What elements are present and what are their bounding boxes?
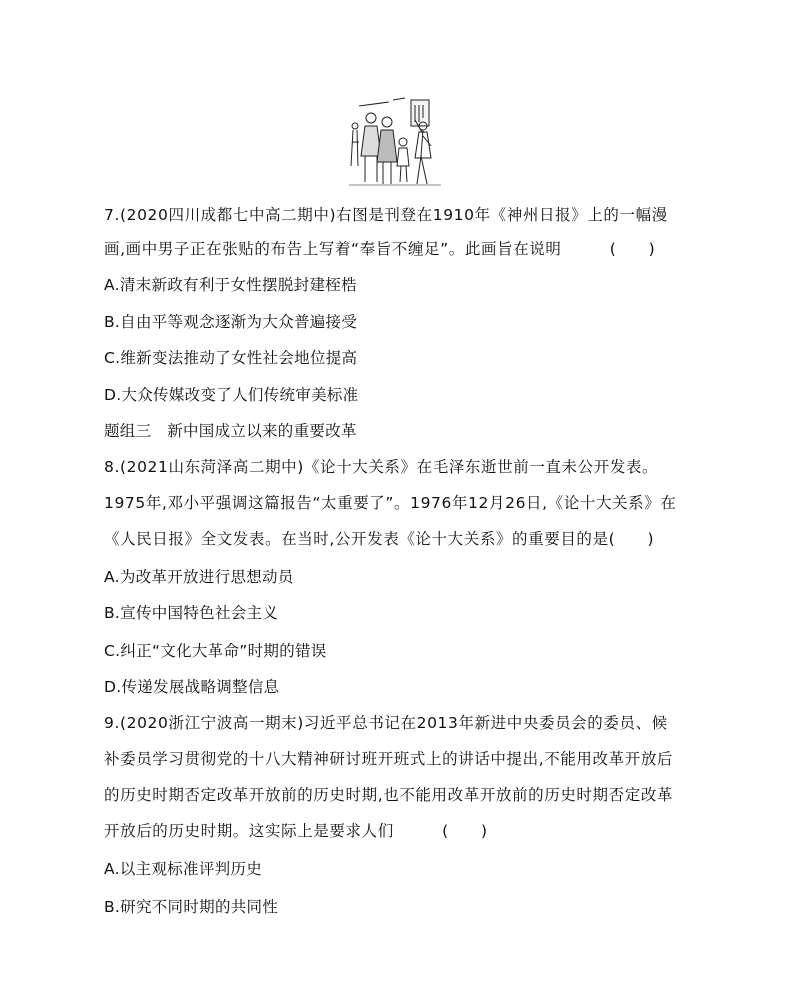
option-9a: A.以主观标准评判历史 [104, 860, 263, 878]
option-8c: C.纠正“文化大革命”时期的错误 [104, 642, 327, 660]
question-7-line-1: 7.(2020四川成都七中高二期中)右图是刊登在1910年《神州日报》上的一幅漫 [104, 206, 668, 224]
cartoon-illustration [349, 96, 441, 188]
option-9b: B.研究不同时期的共同性 [104, 898, 279, 916]
option-7a: A.清末新政有利于女性摆脱封建桎梏 [104, 276, 357, 294]
question-9-line-4: 开放后的历史时期。这实际上是要求人们 ( ) [104, 822, 488, 840]
option-7d: D.大众传媒改变了人们传统审美标准 [104, 386, 359, 404]
question-8-line-2: 1975年,邓小平强调这篇报告“太重要了”。1976年12月26日,《论十大关系》在 [104, 494, 677, 512]
question-9-line-1: 9.(2020浙江宁波高一期末)习近平总书记在2013年新进中央委员会的委员、候 [104, 714, 668, 732]
question-7-line-2: 画,画中男子正在张贴的布告上写着“奉旨不缠足”。此画旨在说明 ( ) [104, 240, 656, 258]
option-7b: B.自由平等观念逐渐为大众普遍接受 [104, 313, 358, 331]
option-8a: A.为改革开放进行思想动员 [104, 568, 294, 586]
question-9-line-2: 补委员学习贯彻党的十八大精神研讨班开班式上的讲话中提出,不能用改革开放后 [104, 750, 674, 768]
question-8-line-3: 《人民日报》全文发表。在当时,公开发表《论十大关系》的重要目的是( ) [104, 530, 655, 548]
option-8b: B.宣传中国特色社会主义 [104, 604, 279, 622]
section-title: 题组三 新中国成立以来的重要改革 [104, 422, 357, 440]
question-8-line-1: 8.(2021山东菏泽高二期中)《论十大关系》在毛泽东逝世前一直未公开发表。 [104, 458, 659, 476]
question-9-line-3: 的历史时期否定改革开放前的历史时期,也不能用改革开放前的历史时期否定改革 [104, 786, 674, 804]
option-7c: C.维新变法推动了女性社会地位提高 [104, 349, 358, 367]
option-8d: D.传递发展战略调整信息 [104, 678, 280, 696]
